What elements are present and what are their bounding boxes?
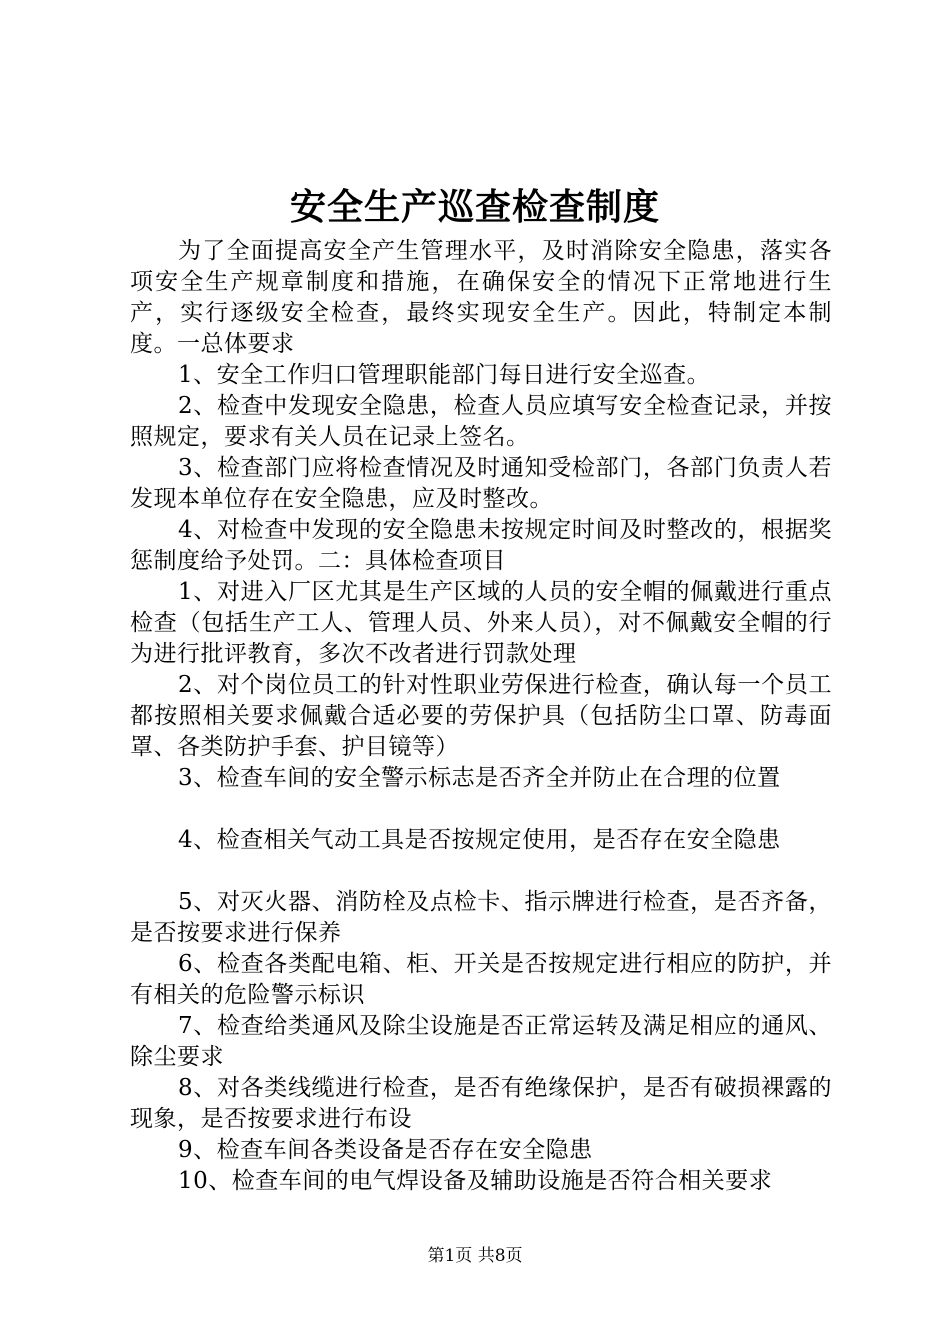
paragraph-item-10: 10、检查车间的电气焊设备及辅助设施是否符合相关要求 [178, 1168, 773, 1194]
paragraph-general-2: 2、检查中发现安全隐患，检查人员应填写安全检查记录，并按照规定，要求有关人员在记录上签名。 [130, 393, 832, 450]
paragraph-general-4: 4、对检查中发现的安全隐患未按规定时间及时整改的，根据奖惩制度给予处罚。二：具体检查项目 [130, 517, 832, 574]
document-body [130, 236, 832, 1197]
paragraph-intro: 为了全面提高安全产生管理水平，及时消除安全隐患，落实各项安全生产规章制度和措施，在确保安全的情况下正常地进行生产，实行逐级安全检查，最终实现安全生产。因此，特制定本制度。一总体要求 [130, 238, 832, 357]
paragraph-item-2: 2、对个岗位员工的针对性职业劳保进行检查，确认每一个员工都按照相关要求佩戴合适必要的劳保护具（包括防尘口罩、防毒面罩、各类防护手套、护目镜等） [130, 672, 832, 760]
paragraph-general-3: 3、检查部门应将检查情况及时通知受检部门，各部门负责人若发现本单位存在安全隐患，应及时整改。 [130, 455, 832, 512]
paragraph-item-8: 8、对各类线缆进行检查，是否有绝缘保护，是否有破损裸露的现象，是否按要求进行布设 [130, 1075, 832, 1132]
paragraph-item-5: 5、对灭火器、消防栓及点检卡、指示牌进行检查，是否齐备，是否按要求进行保养 [130, 889, 832, 946]
page-footer: 第1页 共8页 [427, 1246, 523, 1266]
paragraph-item-3: 3、检查车间的安全警示标志是否齐全并防止在合理的位置 [178, 765, 781, 791]
paragraph-item-4: 4、检查相关气动工具是否按规定使用，是否存在安全隐患 [178, 827, 781, 853]
paragraph-general-1: 1、安全工作归口管理职能部门每日进行安全巡查。 [178, 362, 711, 388]
paragraph-item-1: 1、对进入厂区尤其是生产区域的人员的安全帽的佩戴进行重点检查（包括生产工人、管理人员、外来人员），对不佩戴安全帽的行为进行批评教育，多次不改者进行罚款处理 [130, 579, 832, 667]
paragraph-item-7: 7、检查给类通风及除尘设施是否正常运转及满足相应的通风、除尘要求 [130, 1013, 832, 1070]
paragraph-item-9: 9、检查车间各类设备是否存在安全隐患 [178, 1137, 593, 1163]
document-title: 安全生产巡查检查制度 [289, 186, 660, 228]
paragraph-item-6: 6、检查各类配电箱、柜、开关是否按规定进行相应的防护，并有相关的危险警示标识 [130, 951, 832, 1008]
